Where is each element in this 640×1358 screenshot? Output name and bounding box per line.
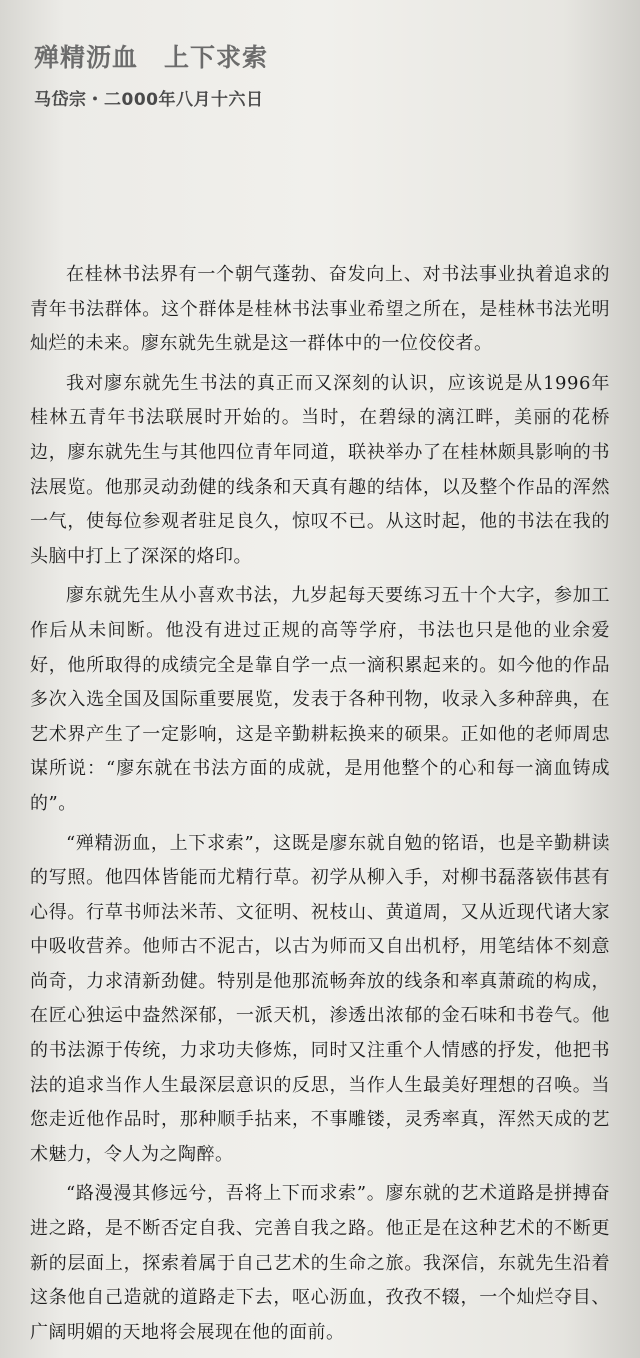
article-title: 殚精沥血 上下求索 xyxy=(34,43,269,72)
paragraph-5: “路漫漫其修远兮，吾将上下而求索”。廖东就的艺术道路是拼搏奋进之路，是不断否定自我、完善自我之路。他正是在这种艺术的不断更新的层面上，探索着属于自己艺术的生命之旅。我深信，东就先生沿着这条他自己造就的道路走下去，呕心沥血，孜孜不辍，一个灿烂夺目、广阔明媚的天地将会展现在他的面前。 xyxy=(30,1183,610,1343)
paragraph-3: 廖东就先生从小喜欢书法，九岁起每天要练习五十个大字，参加工作后从未间断。他没有进过正规的高等学府，书法也只是他的业余爱好，他所取得的成绩完全是靠自学一点一滴积累起来的。如今他的作品多次入选全国及国际重要展览，发表于各种刊物，收录入多种辞典，在艺术界产生了一定影响，这是辛勤耕耘换来的硕果。正如他的老师周忠谋所说：“廖东就在书法方面的成就，是用他整个的心和每一滴血铸成的”。 xyxy=(30,585,610,814)
paragraph-1: 在桂林书法界有一个朝气蓬勃、奋发向上、对书法事业执着追求的青年书法群体。这个群体是桂林书法事业希望之所在，是桂林书法光明灿烂的未来。廖东就先生就是这一群体中的一位佼佼者。 xyxy=(30,264,610,355)
paragraph-4: “殚精沥血，上下求索”，这既是廖东就自勉的铭语，也是辛勤耕读的写照。他四体皆能而尤精行草。初学从柳入手，对柳书磊落嵚伟甚有心得。行草书师法米芾、文征明、祝枝山、黄道周，又从近现代诸大家中吸收营养。他师古不泥古，以古为师而又自出机杼，用笔结体不刻意尚奇，力求清新劲健。特别是他那流畅奔放的线条和率真萧疏的构成，在匠心独运中盎然深郁，一派天机，渗透出浓郁的金石味和书卷气。他的书法源于传统，力求功夫修炼，同时又注重个人情感的抒发，他把书法的追求当作人生最深层意识的反思，当作人生最美好理想的召唤。当您走近他作品时，那种顺手拈来，不事雕镂，灵秀率真，浑然天成的艺术魅力，令人为之陶醉。 xyxy=(30,832,610,1165)
article-body xyxy=(30,258,610,1355)
paragraph-2: 我对廖东就先生书法的真正而又深刻的认识，应该说是从1996年桂林五青年书法联展时开始的。当时，在碧绿的漓江畔，美丽的花桥边，廖东就先生与其他四位青年同道，联袂举办了在桂林颇具影响的书法展览。他那灵动劲健的线条和天真有趣的结体，以及整个作品的浑然一气，使每位参观者驻足良久，惊叹不已。从这时起，他的书法在我的头脑中打上了深深的烙印。 xyxy=(30,372,610,567)
article-byline: 马岱宗・二000年八月十六日 xyxy=(34,90,264,110)
